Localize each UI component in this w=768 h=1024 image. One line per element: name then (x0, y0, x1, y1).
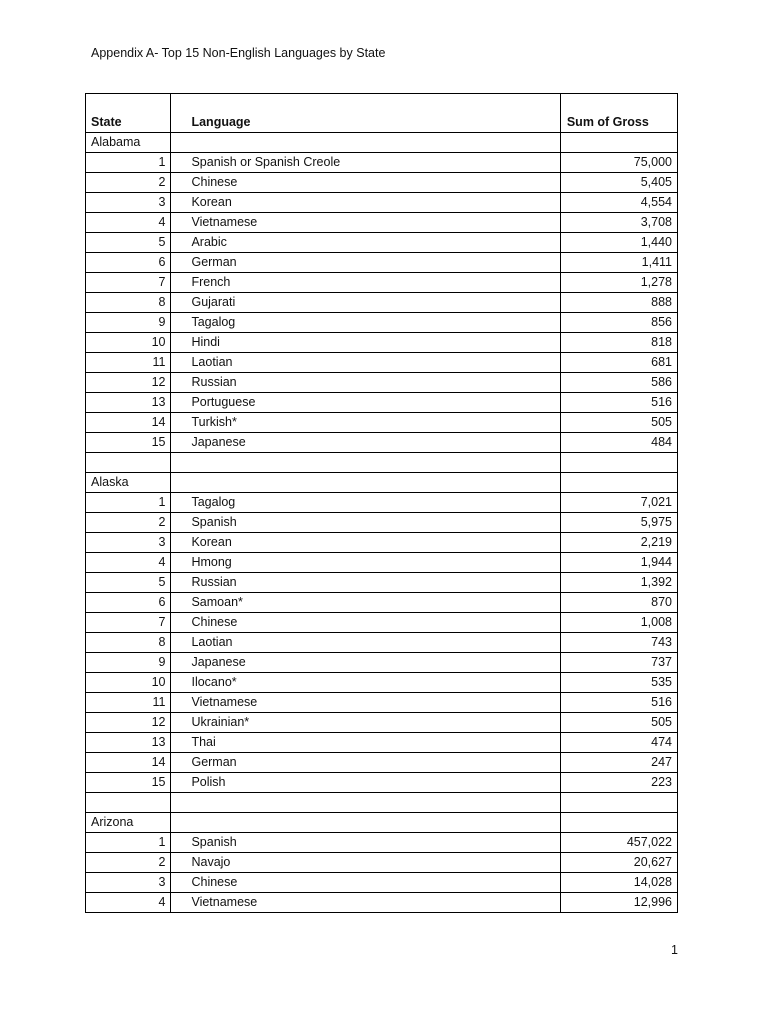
rank-cell: 15 (86, 433, 171, 453)
rank-cell: 2 (86, 513, 171, 533)
gross-cell: 1,392 (560, 573, 677, 593)
blank-separator-row (86, 453, 678, 473)
gross-cell: 743 (560, 633, 677, 653)
header-sum-of-gross: Sum of Gross (560, 94, 677, 133)
table-row (86, 353, 678, 373)
gross-cell: 1,944 (560, 553, 677, 573)
table-row (86, 713, 678, 733)
language-cell: Polish (171, 773, 560, 793)
gross-cell: 1,411 (560, 253, 677, 273)
empty-cell (560, 813, 677, 833)
rank-cell: 13 (86, 733, 171, 753)
gross-cell: 505 (560, 413, 677, 433)
empty-cell (560, 453, 677, 473)
table-body (86, 94, 678, 913)
gross-cell: 516 (560, 693, 677, 713)
empty-cell (171, 813, 560, 833)
gross-cell: 5,975 (560, 513, 677, 533)
table-row (86, 173, 678, 193)
state-name: Arizona (86, 813, 171, 833)
language-cell: Hindi (171, 333, 560, 353)
table-row (86, 773, 678, 793)
gross-cell: 12,996 (560, 893, 677, 913)
blank-separator-row (86, 793, 678, 813)
table-row (86, 613, 678, 633)
language-cell: Arabic (171, 233, 560, 253)
table-row (86, 313, 678, 333)
rank-cell: 11 (86, 693, 171, 713)
rank-cell: 1 (86, 153, 171, 173)
rank-cell: 12 (86, 373, 171, 393)
rank-cell: 3 (86, 873, 171, 893)
language-cell: Russian (171, 573, 560, 593)
language-cell: French (171, 273, 560, 293)
table-row (86, 413, 678, 433)
rank-cell: 7 (86, 613, 171, 633)
rank-cell: 15 (86, 773, 171, 793)
empty-cell (86, 453, 171, 473)
gross-cell: 14,028 (560, 873, 677, 893)
gross-cell: 1,278 (560, 273, 677, 293)
gross-cell: 856 (560, 313, 677, 333)
gross-cell: 870 (560, 593, 677, 613)
language-cell: Japanese (171, 653, 560, 673)
table-row (86, 633, 678, 653)
language-cell: Vietnamese (171, 693, 560, 713)
rank-cell: 8 (86, 633, 171, 653)
table-row (86, 233, 678, 253)
table-row (86, 853, 678, 873)
rank-cell: 9 (86, 313, 171, 333)
language-cell: Turkish* (171, 413, 560, 433)
gross-cell: 737 (560, 653, 677, 673)
language-cell: Chinese (171, 173, 560, 193)
rank-cell: 5 (86, 573, 171, 593)
header-language: Language (171, 94, 560, 133)
gross-cell: 516 (560, 393, 677, 413)
header-state: State (86, 94, 171, 133)
table-row (86, 253, 678, 273)
table-row (86, 433, 678, 453)
rank-cell: 4 (86, 893, 171, 913)
empty-cell (560, 473, 677, 493)
language-cell: Navajo (171, 853, 560, 873)
gross-cell: 75,000 (560, 153, 677, 173)
rank-cell: 3 (86, 533, 171, 553)
gross-cell: 818 (560, 333, 677, 353)
empty-cell (560, 133, 677, 153)
language-cell: Tagalog (171, 313, 560, 333)
rank-cell: 1 (86, 493, 171, 513)
rank-cell: 11 (86, 353, 171, 373)
gross-cell: 505 (560, 713, 677, 733)
table-row (86, 393, 678, 413)
gross-cell: 4,554 (560, 193, 677, 213)
empty-cell (171, 133, 560, 153)
table-row (86, 273, 678, 293)
table-row (86, 593, 678, 613)
gross-cell: 3,708 (560, 213, 677, 233)
language-cell: Spanish or Spanish Creole (171, 153, 560, 173)
gross-cell: 1,440 (560, 233, 677, 253)
gross-cell: 223 (560, 773, 677, 793)
rank-cell: 1 (86, 833, 171, 853)
table-row (86, 513, 678, 533)
language-cell: Tagalog (171, 493, 560, 513)
language-cell: Chinese (171, 613, 560, 633)
language-cell: Spanish (171, 833, 560, 853)
empty-cell (86, 793, 171, 813)
table-row (86, 693, 678, 713)
language-cell: Spanish (171, 513, 560, 533)
table-row (86, 293, 678, 313)
rank-cell: 3 (86, 193, 171, 213)
rank-cell: 6 (86, 593, 171, 613)
empty-cell (171, 453, 560, 473)
rank-cell: 10 (86, 333, 171, 353)
language-cell: Portuguese (171, 393, 560, 413)
rank-cell: 9 (86, 653, 171, 673)
table-row (86, 833, 678, 853)
table-row (86, 193, 678, 213)
table-row (86, 213, 678, 233)
languages-table (85, 93, 678, 913)
table-row (86, 733, 678, 753)
gross-cell: 5,405 (560, 173, 677, 193)
table-row (86, 153, 678, 173)
table-row (86, 873, 678, 893)
rank-cell: 5 (86, 233, 171, 253)
language-cell: German (171, 253, 560, 273)
language-cell: Russian (171, 373, 560, 393)
empty-cell (171, 793, 560, 813)
table-row (86, 493, 678, 513)
language-cell: Hmong (171, 553, 560, 573)
rank-cell: 13 (86, 393, 171, 413)
table-row (86, 333, 678, 353)
rank-cell: 8 (86, 293, 171, 313)
empty-cell (171, 473, 560, 493)
language-cell: Ukrainian* (171, 713, 560, 733)
gross-cell: 681 (560, 353, 677, 373)
empty-cell (560, 793, 677, 813)
rank-cell: 4 (86, 553, 171, 573)
state-name: Alaska (86, 473, 171, 493)
gross-cell: 484 (560, 433, 677, 453)
language-cell: Ilocano* (171, 673, 560, 693)
state-row (86, 473, 678, 493)
table-row (86, 553, 678, 573)
rank-cell: 14 (86, 413, 171, 433)
state-name: Alabama (86, 133, 171, 153)
language-cell: Korean (171, 533, 560, 553)
state-row (86, 813, 678, 833)
gross-cell: 586 (560, 373, 677, 393)
table-row (86, 753, 678, 773)
rank-cell: 4 (86, 213, 171, 233)
rank-cell: 2 (86, 173, 171, 193)
rank-cell: 14 (86, 753, 171, 773)
table-header-row (86, 94, 678, 133)
rank-cell: 6 (86, 253, 171, 273)
language-cell: Vietnamese (171, 213, 560, 233)
gross-cell: 247 (560, 753, 677, 773)
language-cell: German (171, 753, 560, 773)
language-cell: Japanese (171, 433, 560, 453)
gross-cell: 2,219 (560, 533, 677, 553)
table-row (86, 673, 678, 693)
language-cell: Laotian (171, 633, 560, 653)
gross-cell: 7,021 (560, 493, 677, 513)
gross-cell: 20,627 (560, 853, 677, 873)
rank-cell: 12 (86, 713, 171, 733)
document-title: Appendix A- Top 15 Non-English Languages by State (91, 46, 386, 60)
page-number: 1 (671, 943, 678, 957)
gross-cell: 474 (560, 733, 677, 753)
rank-cell: 7 (86, 273, 171, 293)
rank-cell: 10 (86, 673, 171, 693)
gross-cell: 457,022 (560, 833, 677, 853)
language-cell: Laotian (171, 353, 560, 373)
table-row (86, 653, 678, 673)
language-cell: Vietnamese (171, 893, 560, 913)
gross-cell: 1,008 (560, 613, 677, 633)
language-cell: Korean (171, 193, 560, 213)
table-row (86, 893, 678, 913)
table-row (86, 573, 678, 593)
table-row (86, 373, 678, 393)
gross-cell: 535 (560, 673, 677, 693)
gross-cell: 888 (560, 293, 677, 313)
language-cell: Samoan* (171, 593, 560, 613)
state-row (86, 133, 678, 153)
table-row (86, 533, 678, 553)
language-cell: Chinese (171, 873, 560, 893)
language-cell: Thai (171, 733, 560, 753)
rank-cell: 2 (86, 853, 171, 873)
language-cell: Gujarati (171, 293, 560, 313)
